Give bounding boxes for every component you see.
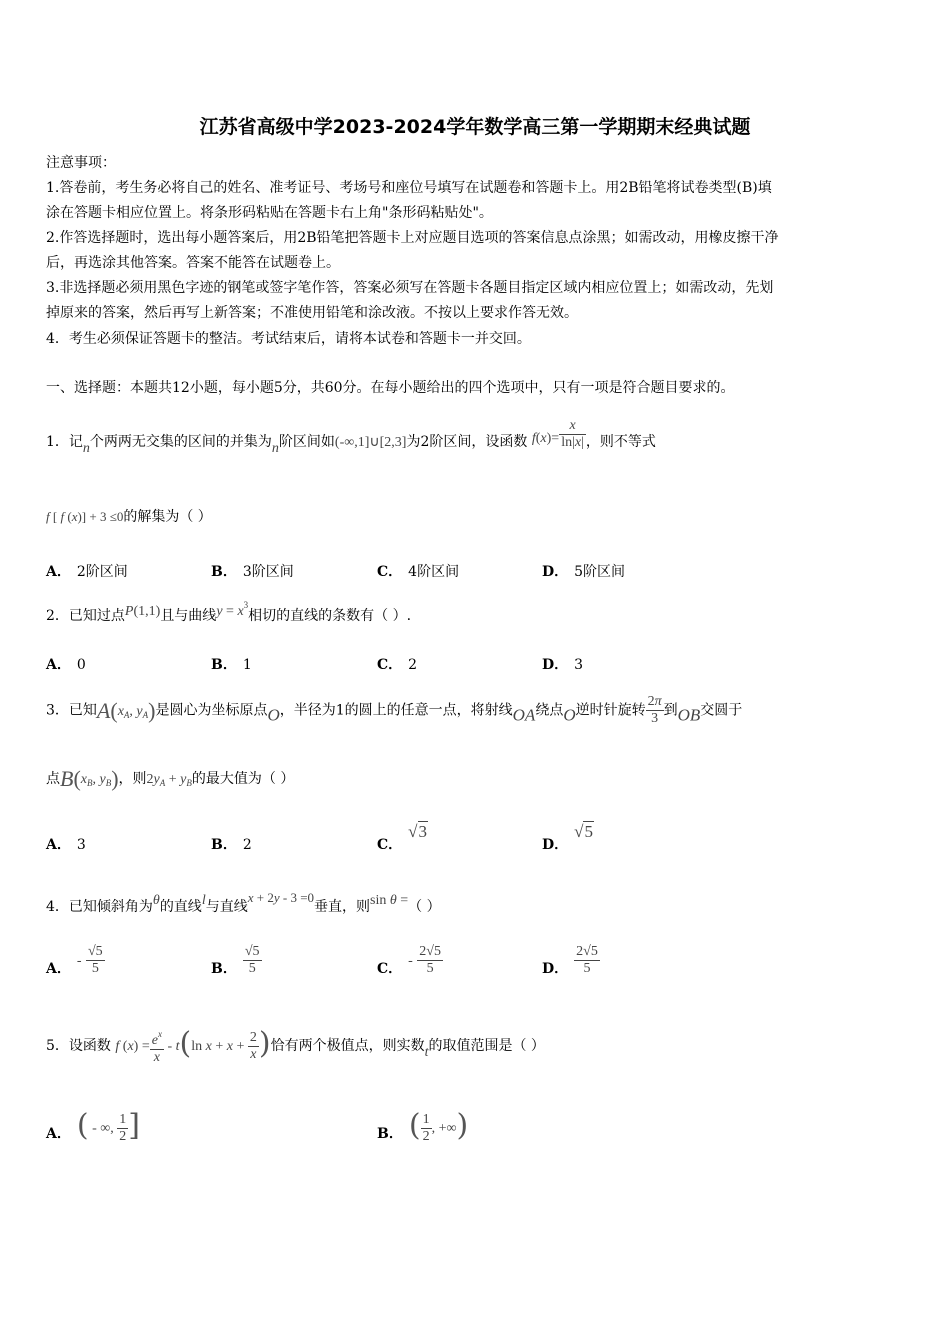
q5-option-b[interactable]: B． ( $\frac{1}{2}$ , +∞) [377, 1108, 469, 1144]
q3-option-b[interactable]: B． 2 [211, 837, 252, 853]
q3-option-c[interactable]: C．√3 [377, 822, 427, 853]
page-title: 江苏省高级中学2023-2024学年数学高三第一学期期末经典试题 [199, 116, 751, 138]
q1-option-a[interactable]: A． 2阶区间 [46, 564, 128, 580]
q1-option-b[interactable]: B． 3阶区间 [211, 564, 294, 580]
q2-option-b[interactable]: B． 1 [211, 657, 252, 673]
q4-option-a[interactable]: A． - $\frac{√5}{5}$ [46, 944, 103, 977]
q2-option-d[interactable]: D． 3 [542, 657, 584, 673]
q1-option-c[interactable]: C． 4阶区间 [377, 564, 460, 580]
notice-heading: 注意事项： [46, 155, 116, 171]
q5-option-a[interactable]: A． ( - ∞, $\frac{1}{2}$ ] [46, 1108, 140, 1144]
question-1-line-2: f [ f (x)] + 3 ≤0的解集为（ ） [46, 509, 212, 525]
notice-line: 4．考生必须保证答题卡的整洁。考试结束后，请将本试卷和答题卡一并交回。 [46, 331, 531, 347]
question-3-line-1: 3．已知$A(x_A$, $y_A$)是圆心为坐标原点O，半径为1的圆上的任意一点，将射线OA绕点O逆时针旋转 $\frac{2\pi}{3}$ 到OB交圆于 [46, 694, 743, 726]
section-heading: 一、选择题：本题共12小题，每小题5分，共60分。在每小题给出的四个选项中，只有一项是符合题目要求的。 [46, 380, 735, 396]
notice-line: 涂在答题卡相应位置上。将条形码粘贴在答题卡右上角"条形码粘贴处"。 [46, 205, 493, 221]
question-1-line-1: 1．记n个两两无交集的区间的并集为n阶区间如(-∞,1]∪[2,3]为2阶区间，设函数 f(x)= $\frac{x}{\ln|x|}$ ，则不等式 [46, 418, 656, 456]
question-2: 2．已知过点P(1,1)且与曲线$y = x^3$相切的直线的条数有（ ）. [46, 600, 412, 624]
q4-option-b[interactable]: B． $\frac{√5}{5}$ [211, 944, 260, 977]
notice-line: 1.答卷前，考生务必将自己的姓名、准考证号、考场号和座位号填写在试题卷和答题卡上。用2B铅笔将试卷类型(B)填 [46, 180, 772, 196]
q2-option-a[interactable]: A． 0 [46, 657, 86, 673]
q1-option-d[interactable]: D． 5阶区间 [542, 564, 626, 580]
q2-option-c[interactable]: C． 2 [377, 657, 418, 673]
question-4: 4．已知倾斜角为θ的直线l与直线x + 2y - 3 =0垂直，则sin θ =（ ） [46, 890, 441, 915]
question-5: 5．设函数 f (x) = $\frac{e^x}{x}$ - t(ln x + x + $\frac{2}{x}$ )恰有两个极值点，则实数t的取值范围是（ ） [46, 1026, 545, 1065]
notice-line: 掉原来的答案，然后再写上新答案；不准使用铅笔和涂改液。不按以上要求作答无效。 [46, 305, 578, 321]
notice-line: 后，再选涂其他答案。答案不能答在试题卷上。 [46, 255, 340, 271]
q3-option-a[interactable]: A． 3 [46, 837, 86, 853]
notice-line: 3.非选择题必须用黑色字迹的钢笔或签字笔作答，答案必须写在答题卡各题目指定区域内相应位置上；如需改动，先划 [46, 280, 774, 296]
notice-line: 2.作答选择题时，选出每小题答案后，用2B铅笔把答题卡上对应题目选项的答案信息点涂黑；如需改动，用橡皮擦干净 [46, 230, 779, 246]
question-3-line-2: 点$B(x_B$, $y_B$)，则$2y_A + y_B$的最大值为（ ） [46, 766, 295, 791]
q4-option-c[interactable]: C． - $\frac{2√5}{5}$ [377, 944, 441, 977]
q3-option-d[interactable]: D．√5 [542, 822, 593, 853]
q4-option-d[interactable]: D． $\frac{2√5}{5}$ [542, 944, 598, 977]
